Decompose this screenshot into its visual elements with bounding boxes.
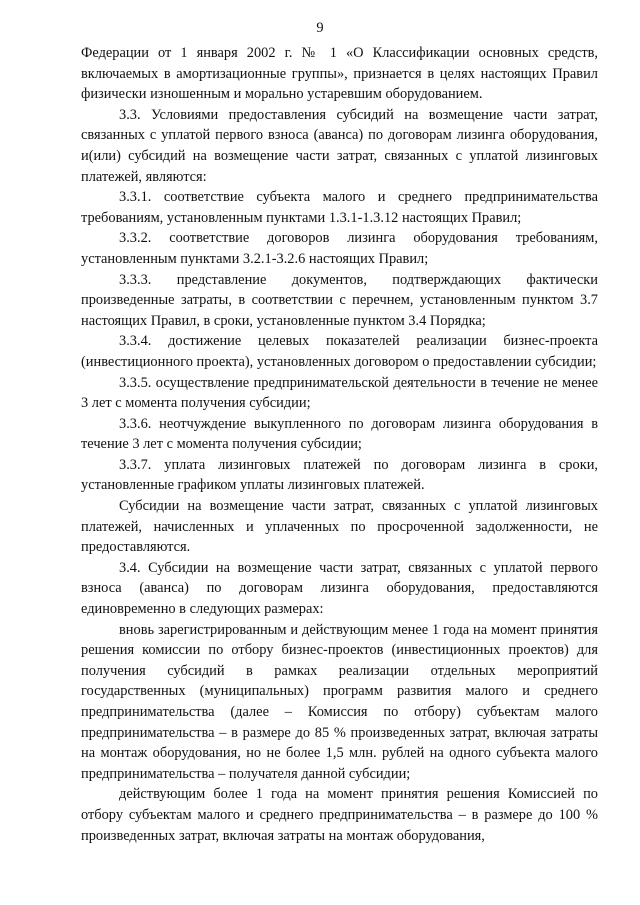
document-body <box>81 43 598 846</box>
paragraph: 3.3.6. неотчуждение выкупленного по договорам лизинга оборудования в течение 3 лет с момента получения субсидии; <box>81 415 598 453</box>
paragraph: действующим более 1 года на момент принятия решения Комиссией по отбору субъектам малого и среднего предпринимательства – в размере до 100 % произведенных затрат, включая затраты на монтаж оборудования, <box>81 786 598 844</box>
paragraph: 3.3. Условиями предоставления субсидий на возмещение части затрат, связанных с уплатой первого взноса (аванса) по договорам лизинга оборудования, и(или) субсидий на возмещение части затрат, связанных с уплатой лизинговых платежей, являются: <box>81 106 598 185</box>
page-number: 9 <box>316 20 324 36</box>
paragraph: вновь зарегистрированным и действующим менее 1 года на момент принятия решения комиссии по отбору бизнес-проектов (инвестиционных проектов) для получения субсидий в рамках реализации отдельных мероприятий государственных (муниципальных) программ развития малого и среднего предпринимательства (далее – Комиссия по отбору) субъектам малого предпринимательства – в размере до 85 % произведенных затрат, включая затраты на монтаж оборудования, но не более 1,5 млн. рублей на одного субъекта малого предпринимательства – получателя данной субсидии; <box>81 621 598 782</box>
paragraph: 3.3.5. осуществление предпринимательской деятельности в течение не менее 3 лет с момента получения субсидии; <box>81 374 598 412</box>
paragraph: Субсидии на возмещение части затрат, связанных с уплатой лизинговых платежей, начисленных и уплаченных по просроченной задолженности, не предоставляются. <box>81 498 598 556</box>
paragraph: 3.3.1. соответствие субъекта малого и среднего предпринимательства требованиям, установленным пунктами 1.3.1-1.3.12 настоящих Правил; <box>81 189 598 226</box>
paragraph: 3.3.2. соответствие договоров лизинга оборудования требованиям, установленным пунктами 3.2.1-3.2.6 настоящих Правил; <box>81 230 598 267</box>
paragraph: 3.3.3. представление документов, подтверждающих фактически произведенные затраты, в соответствии с перечнем, установленным пунктом 3.7 настоящих Правил, в сроки, установленные пунктом 3.4 Порядка; <box>81 271 598 329</box>
paragraph: Федерации от 1 января 2002 г. № 1 «О Классификации основных средств, включаемых в амортизационные группы», признается в целях настоящих Правил физически изношенным и морально устаревшим оборудованием. <box>81 45 598 103</box>
paragraph: 3.3.4. достижение целевых показателей реализации бизнес-проекта (инвестиционного проекта), установленных договором о предоставлении субсидии; <box>81 333 598 370</box>
paragraph: 3.3.7. уплата лизинговых платежей по договорам лизинга в сроки, установленные графиком уплаты лизинговых платежей. <box>81 456 598 494</box>
paragraph: 3.4. Субсидии на возмещение части затрат, связанных с уплатой первого взноса (аванса) по договорам лизинга оборудования, предоставляются единовременно в следующих размерах: <box>81 559 598 618</box>
